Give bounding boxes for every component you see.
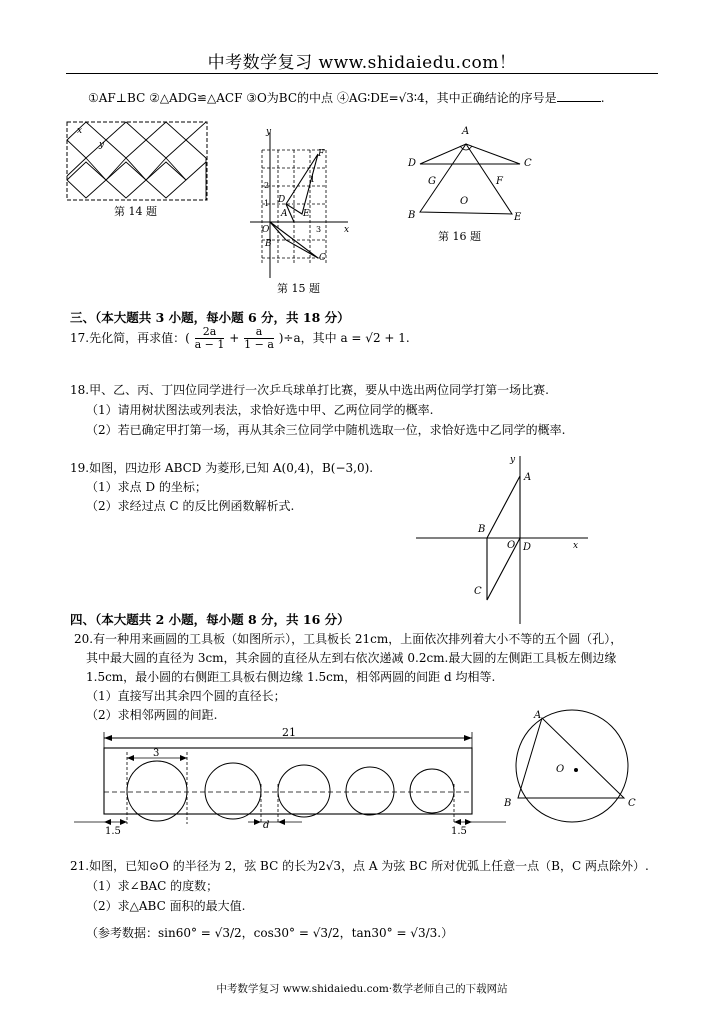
q20-line-1: 20.有一种用来画圆的工具板（如图所示），工具板长 21cm，上面依次排列着大小不等的五个圆（孔）， xyxy=(74,632,623,646)
fig16-D: D xyxy=(408,158,417,169)
q21-circle-figure xyxy=(500,706,645,826)
q20-left-label: 1.5 xyxy=(105,826,121,837)
q20-tool-board-figure xyxy=(70,724,510,839)
fig15-D: D xyxy=(278,195,286,205)
q20-right-label: 1.5 xyxy=(451,826,467,837)
q20-gap-label: d xyxy=(263,820,270,831)
q18-part-2: （2）若已确定甲打第一场，再从其余三位同学中随机选取一位，求恰好选中乙同学的概率. xyxy=(86,423,566,437)
q19-C: C xyxy=(474,586,482,597)
q19-D: D xyxy=(523,542,532,553)
q17-prefix: 17.先化简，再求值：( xyxy=(70,331,190,345)
header-rule xyxy=(66,73,658,74)
fig16-O: O xyxy=(460,196,469,207)
q17-mid: )÷a，其中 xyxy=(278,331,337,345)
section-3-heading: 三、（本大题共 3 小题，每小题 6 分，共 18 分） xyxy=(70,310,350,325)
q19-x: x xyxy=(573,541,579,551)
answer-blank xyxy=(557,91,601,102)
q21-C: C xyxy=(628,798,636,809)
fig15-E: E xyxy=(303,209,310,219)
q20-line-3: 1.5cm，最小圆的右侧距工具板右侧边缘 1.5cm，相邻两圆的间距 d 均相等. xyxy=(86,670,496,684)
fig16-caption: 第 16 题 xyxy=(438,230,481,243)
section-4-heading: 四、（本大题共 2 小题，每小题 8 分，共 16 分） xyxy=(70,612,350,627)
q17 xyxy=(70,326,410,351)
q20-line-2: 其中最大圆的直径为 3cm，其余圆的直径从左到右依次递减 0.2cm.最大圆的左侧距工具板左侧边缘 xyxy=(86,651,617,665)
q17-fraction-2: $\frac{a}{1 - a}$ xyxy=(244,325,274,351)
fig15-tick-1a: 1 xyxy=(310,175,316,184)
q21-stem: 21.如图，已知⊙O 的半径为 2，弦 BC 的长为2√3，点 A 为弦 BC 所对优弧上任意一点（B，C 两点除外）. xyxy=(70,859,649,873)
q21-O: O xyxy=(556,764,565,775)
q21-A: A xyxy=(534,710,542,721)
figure-15 xyxy=(240,118,360,298)
q21-bc-length: 2√3 xyxy=(318,859,342,873)
fig15-B: B xyxy=(265,239,272,249)
fig15-x: x xyxy=(344,225,350,235)
q19-y: y xyxy=(510,455,516,465)
fig15-tick-1b: 1 xyxy=(264,199,270,208)
figure-16 xyxy=(400,120,540,245)
q19-B: B xyxy=(478,524,486,535)
fig16-E: E xyxy=(514,212,522,223)
fig15-tick-3: 3 xyxy=(316,225,322,234)
q21-B: B xyxy=(504,798,512,809)
fig15-A: A xyxy=(281,209,288,219)
fig15-y: y xyxy=(266,127,272,137)
fig14-label-y: y xyxy=(99,140,105,150)
fig15-C: C xyxy=(319,253,326,263)
q19-part-2: （2）求经过点 C 的反比例函数解析式. xyxy=(86,499,295,513)
q16-end: . xyxy=(600,91,605,105)
q19-stem: 19.如图，四边形 ABCD 为菱形,已知 A(0,4)，B(−3,0). xyxy=(70,461,374,475)
q17-value: a = √2 + 1. xyxy=(340,331,410,345)
q20-diam-label: 3 xyxy=(153,748,160,759)
q16-conclusions-text: ①AF⊥BC ②△ADG≌△ACF ③O为BC的中点 ④AG∶DE=√3∶4，其中正确结论的序号是 xyxy=(88,91,557,105)
fig14-caption: 第 14 题 xyxy=(114,205,157,218)
fig15-O: O xyxy=(262,225,270,235)
q20-part-2: （2）求相邻两圆的间距. xyxy=(86,708,218,722)
page-footer: 中考数学复习 www.shidaiedu.com·数学老师自己的下载网站 xyxy=(216,983,508,995)
q21-part-2: （2）求△ABC 面积的最大值. xyxy=(86,899,246,913)
fig16-C: C xyxy=(524,158,532,169)
q19-part-1: （1）求点 D 的坐标； xyxy=(86,480,207,494)
fig15-tick-2: 2 xyxy=(264,181,270,190)
fig16-B: B xyxy=(408,210,416,221)
fig15-caption: 第 15 题 xyxy=(277,282,320,295)
q21-part-1: （1）求∠BAC 的度数； xyxy=(86,879,219,893)
q21-reference-data: （参考数据：sin60° = √3/2，cos30° = √3/2，tan30° = √3/3.） xyxy=(86,926,454,940)
q20-part-1: （1）直接写出其余四个圆的直径长； xyxy=(86,689,286,703)
figure-14 xyxy=(66,118,211,218)
fig14-label-x: x xyxy=(77,126,83,136)
q18-part-1: （1）请用树状图法或列表法，求恰好选中甲、乙两位同学的概率. xyxy=(86,403,434,417)
fig16-A: A xyxy=(462,126,470,137)
fig15-F: F xyxy=(318,149,325,159)
fig16-F: F xyxy=(496,176,503,187)
q18-stem: 18.甲、乙、丙、丁四位同学进行一次乒乓球单打比赛，要从中选出两位同学打第一场比赛. xyxy=(70,383,549,397)
q20-length-label: 21 xyxy=(282,726,296,739)
q19-figure xyxy=(410,448,600,628)
fig16-G: G xyxy=(428,176,436,187)
q17-fraction-1: $\frac{2a}{a - 1}$ xyxy=(194,325,225,351)
page-header-title: 中考数学复习 www.shidaiedu.com！ xyxy=(207,53,517,73)
q19-O: O xyxy=(507,540,516,551)
q17-plus: + xyxy=(229,331,240,345)
q16-conclusions xyxy=(88,89,605,106)
q19-A: A xyxy=(524,472,532,483)
